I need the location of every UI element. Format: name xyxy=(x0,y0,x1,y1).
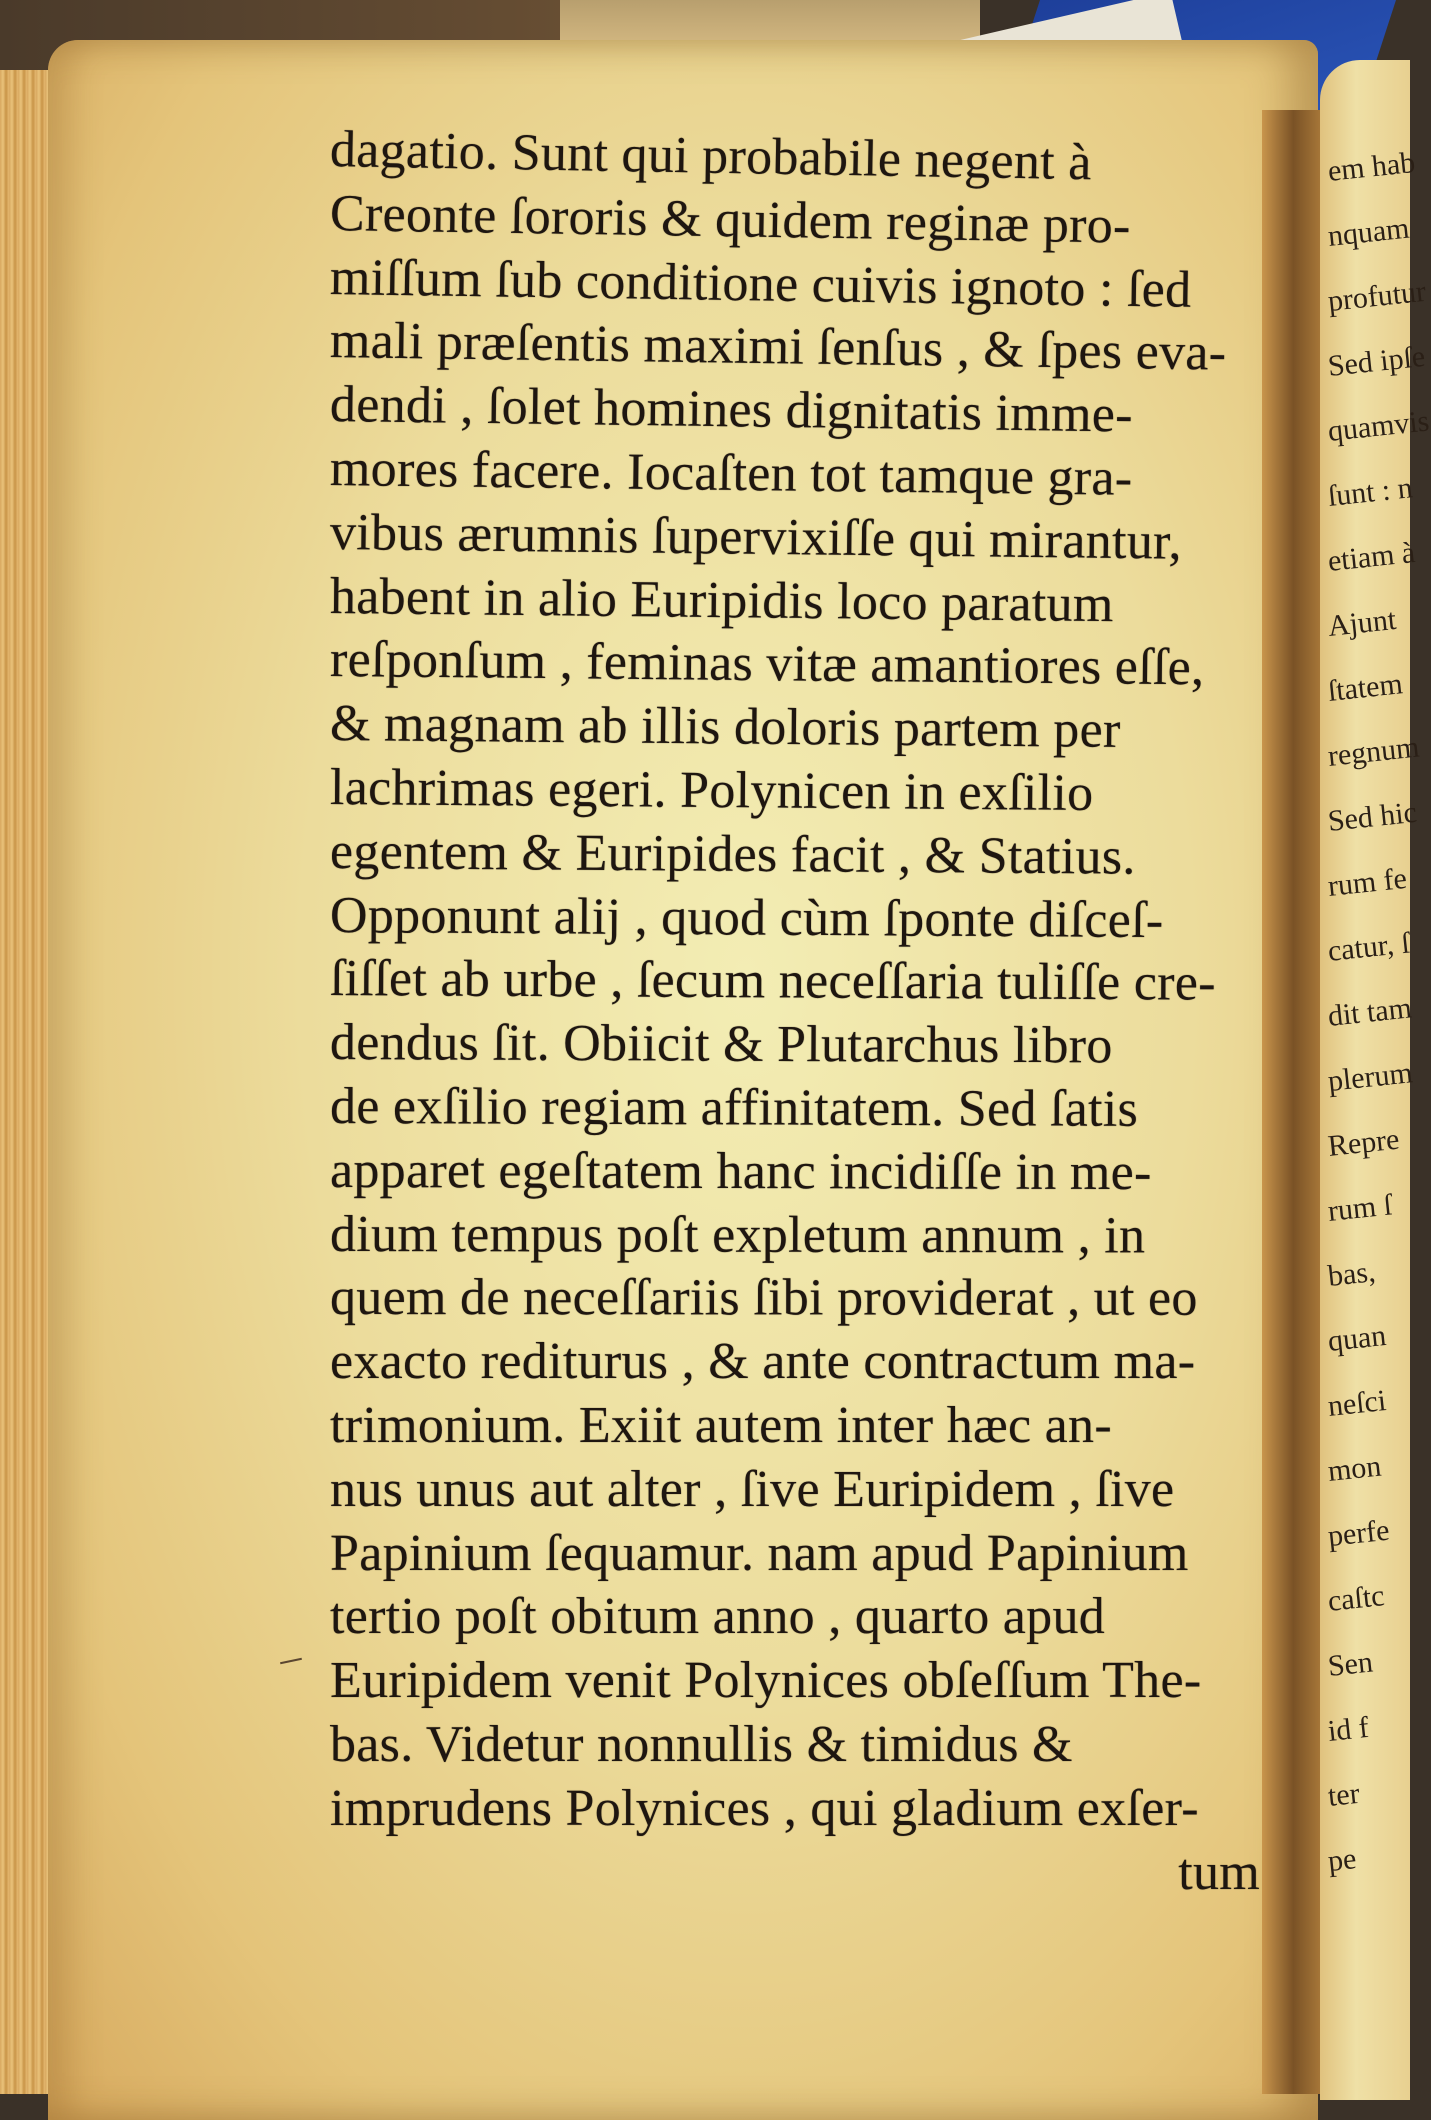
text-line: lachrimas egeri. Polynicen in exſilio xyxy=(329,758,1094,822)
text-line: exacto rediturus , & ante contractum ma- xyxy=(330,1333,1196,1391)
facing-line: caſtc xyxy=(1326,1579,1386,1618)
text-line: miſſum ſub conditione cuivis ignoto : ſed xyxy=(329,248,1192,319)
text-line: dium tempus poſt expletum annum , in xyxy=(329,1205,1146,1264)
facing-line: rum ſ xyxy=(1326,1188,1394,1228)
facing-line: neſci xyxy=(1326,1383,1388,1423)
text-line: Creonte ſororis & quidem reginæ pro- xyxy=(329,184,1132,255)
facing-line: Sen xyxy=(1326,1645,1375,1683)
text-line: trimonium. Exiit autem inter hæc an- xyxy=(330,1396,1112,1454)
facing-line: Ajunt xyxy=(1326,602,1398,643)
text-line: apparet egeſtatem hanc incidiſſe in me- xyxy=(329,1141,1152,1201)
facing-line: nquam xyxy=(1326,211,1411,253)
text-line: nus unus aut alter , ſive Euripidem , ſive xyxy=(330,1460,1175,1518)
facing-line: quan xyxy=(1326,1318,1388,1358)
text-line: Opponunt alij , quod cùm ſponte diſceſ- xyxy=(329,886,1164,949)
text-line: dendus ſit. Obiicit & Plutarchus libro xyxy=(329,1014,1113,1075)
facing-line: em hab xyxy=(1326,145,1417,188)
facing-line: ſunt : n xyxy=(1326,471,1415,513)
text-line: dagatio. Sunt qui probabile negent à xyxy=(329,121,1093,192)
text-line: Euripidem venit Polynices obſeſſum The- xyxy=(330,1652,1202,1710)
facing-line: bas, xyxy=(1326,1255,1377,1293)
facing-line: rum fe xyxy=(1326,861,1409,903)
text-line: bas. Videtur nonnullis & timidus & xyxy=(330,1715,1073,1773)
catchword: tum xyxy=(1178,1843,1260,1901)
text-line: habent in alio Euripidis loco paratum xyxy=(329,567,1114,633)
facing-line: ter xyxy=(1326,1776,1362,1813)
page-text-block xyxy=(330,118,1280,1904)
text-line: vibus ærumnis ſupervixiſſe qui mirantur, xyxy=(329,503,1183,571)
facing-line: Sed hic xyxy=(1326,795,1419,838)
text-line: imprudens Polynices , qui gladium exſer- xyxy=(330,1779,1199,1837)
facing-line: catur, ſ xyxy=(1326,926,1412,968)
facing-line: profutur xyxy=(1326,274,1428,318)
facing-line: plerum xyxy=(1326,1056,1415,1098)
facing-line: pe xyxy=(1326,1842,1358,1878)
text-line: ſiſſet ab urbe , ſecum neceſſaria tuliſſe cre- xyxy=(329,950,1216,1012)
facing-line: mon xyxy=(1326,1449,1383,1488)
text-line: quem de neceſſariis ſibi providerat , ut eo xyxy=(329,1269,1198,1328)
text-line: dendi , ſolet homines dignitatis imme- xyxy=(329,376,1134,444)
text-line: tertio poſt obitum anno , quarto apud xyxy=(330,1588,1106,1646)
facing-line: Sed ipſe xyxy=(1326,339,1427,383)
facing-line: ſtatem xyxy=(1326,667,1405,708)
text-line: mali præſentis maximi ſenſus , & ſpes eva- xyxy=(329,312,1227,382)
text-line: reſponſum , feminas vitæ amantiores eſſe, xyxy=(329,631,1205,697)
facing-line: regnum xyxy=(1326,730,1421,773)
facing-line: perfe xyxy=(1326,1513,1391,1553)
facing-line: Repre xyxy=(1326,1122,1401,1163)
facing-line: dit tam xyxy=(1326,991,1414,1033)
facing-line: etiam à xyxy=(1326,535,1417,578)
facing-line: quamvis xyxy=(1326,404,1431,448)
text-line: Papinium ſequamur. nam apud Papinium xyxy=(330,1524,1189,1582)
facing-line: id f xyxy=(1326,1710,1371,1748)
text-line: & magnam ab illis doloris partem per xyxy=(329,695,1121,760)
text-line: de exſilio regiam affinitatem. Sed ſatis xyxy=(329,1077,1139,1138)
facing-page-fragment xyxy=(1320,60,1431,2100)
text-line: mores facere. Iocaſten tot tamque gra- xyxy=(329,439,1133,507)
text-line: egentem & Euripides facit , & Statius. xyxy=(329,822,1136,886)
